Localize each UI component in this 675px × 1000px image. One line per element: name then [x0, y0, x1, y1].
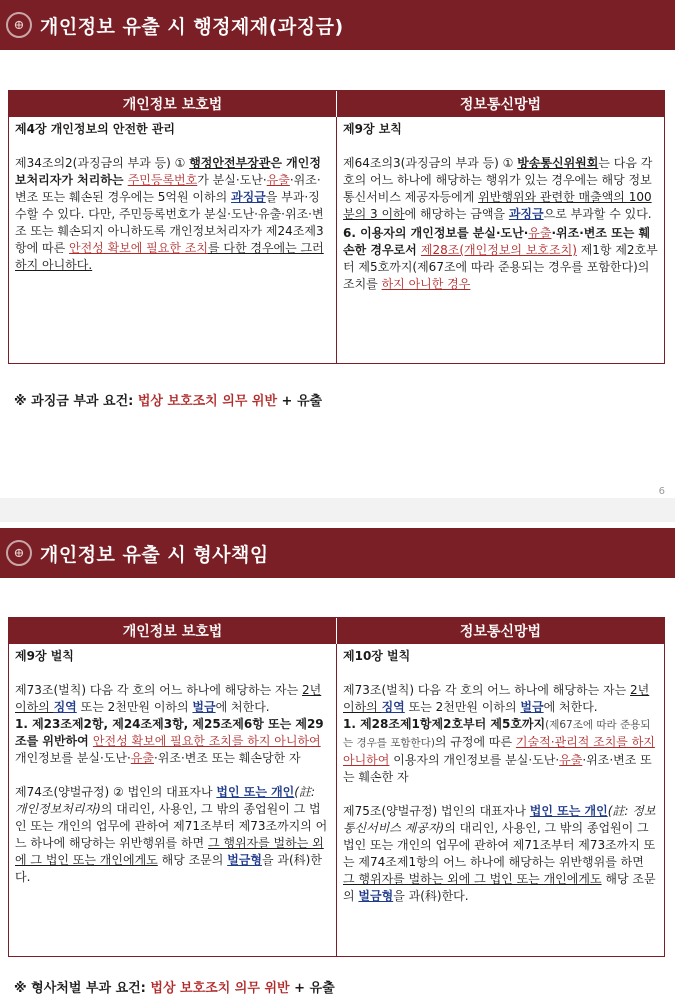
slide1-title: 개인정보 유출 시 행정제재(과징금): [40, 15, 344, 38]
pipa-cell: [9, 644, 336, 956]
chapter-title: 제4장 개인정보의 안전한 관리: [15, 122, 175, 136]
article-34-2: 제34조의2(과징금의 부과 등) ① 행정안전부장관은 개인정보처리자가 처리하는 주민등록번호가 분실·도난·유출·위조·변조 또는 훼손된 경우에는 5억원 이하의 과징금을 부과·징수할 수 있다. 다만, 주민등록번호가 분실·도난·유출·위조·변조 또는 훼손되지 아니하도록 개인정보처리자가 제24조제3항에 따른 안전성 확보에 필요한 조치를 다한 경우에는 그러하지 아니하다.: [15, 156, 324, 272]
table-header: [9, 618, 664, 644]
column-header-network-act: 정보통신망법: [336, 618, 664, 644]
slide2-requirement-note: ※ 형사처벌 부과 요건: 법상 보호조치 의무 위반 + 유출: [14, 981, 335, 996]
slide2-title: 개인정보 유출 시 형사책임: [40, 543, 269, 566]
chapter-title: 제9장 보칙: [343, 122, 402, 136]
column-header-network-act: 정보통신망법: [336, 91, 664, 117]
table-header: [9, 91, 664, 117]
slide1-comparison-table: [8, 90, 665, 364]
table-body: [9, 644, 664, 956]
slide1-banner: [0, 0, 675, 50]
item-6: 6. 이용자의 개인정보를 분실·도난·유출·위조·변조 또는 훼손한 경우로서 제28조(개인정보의 보호조치) 제1항 제2호부터 제5호까지(제67조에 따라 준용되는 경우를 포함한다)의 조치를 하지 아니한 경우: [343, 226, 658, 291]
network-act-cell: [336, 644, 664, 956]
slide1-requirement-note: ※ 과징금 부과 요건: 법상 보호조치 의무 위반 + 유출: [14, 394, 323, 409]
column-header-pipa: 개인정보 보호법: [122, 624, 223, 640]
article-73: 제73조(벌칙) 다음 각 호의 어느 하나에 해당하는 자는 2년 이하의 징역 또는 2천만원 이하의 벌금에 처한다.: [343, 683, 650, 714]
chapter-title: 제10장 벌칙: [343, 649, 411, 663]
table-body: [9, 117, 664, 363]
chapter-title: 제9장 벌칙: [15, 649, 74, 663]
column-header-pipa: 개인정보 보호법: [122, 97, 223, 113]
slide2-banner: [0, 528, 675, 578]
slide-separator: [0, 498, 675, 522]
page-number: 6: [658, 486, 665, 497]
network-act-cell: [336, 117, 664, 363]
item-1: 1. 제28조제1항제2호부터 제5호까지(제67조에 따라 준용되는 경우를 포함한다)의 규정에 따른 기술적·관리적 조치를 하지 아니하여 이용자의 개인정보를 분실·도난·유출·위조·변조 또는 훼손한 자: [343, 717, 655, 784]
article-73: 제73조(벌칙) 다음 각 호의 어느 하나에 해당하는 자는 2년 이하의 징역 또는 2천만원 이하의 벌금에 처한다.: [15, 683, 322, 714]
article-74: 제74조(양벌규정) ② 법인의 대표자나 법인 또는 개인(註: 개인정보처리자)의 대리인, 사용인, 그 밖의 종업원이 그 법인 또는 개인의 업무에 관하여 제71조부터 제73조까지의 어느 하나에 해당하는 위반행위를 하면 그 행위자를 벌하는 외에 그 법인 또는 개인에게도 해당 조문의 벌금형을 과(科)한다.: [15, 785, 328, 884]
slide-criminal-liability: [0, 522, 675, 1000]
emblem-icon: ⊕: [6, 540, 32, 566]
emblem-icon: ⊕: [6, 12, 32, 38]
slide-administrative-sanction: [0, 0, 675, 499]
article-75: 제75조(양벌규정) 법인의 대표자나 법인 또는 개인(註: 정보통신서비스 제공자)의 대리인, 사용인, 그 밖의 종업원이 그 법인 또는 개인의 업무에 관하여 제71조부터 제73조까지 또는 제74조제1항의 어느 하나에 해당하는 위반행위를 하면 그 행위자를 벌하는 외에 그 법인 또는 개인에게도 해당 조문의 벌금형을 과(科)한다.: [343, 804, 656, 903]
article-64-3: 제64조의3(과징금의 부과 등) ① 방송통신위원회는 다음 각 호의 어느 하나에 해당하는 행위가 있는 경우에는 해당 정보통신서비스 제공자등에게 위반행위와 관련한 매출액의 100분의 3 이하에 해당하는 금액을 과징금으로 부과할 수 있다.: [343, 156, 653, 221]
pipa-cell: [9, 117, 336, 363]
item-1: 1. 제23조제2항, 제24조제3항, 제25조제6항 또는 제29조를 위반하여 안전성 확보에 필요한 조치를 하지 아니하여 개인정보를 분실·도난·유출·위조·변조 또는 훼손당한 자: [15, 717, 324, 765]
slide2-comparison-table: [8, 617, 665, 957]
